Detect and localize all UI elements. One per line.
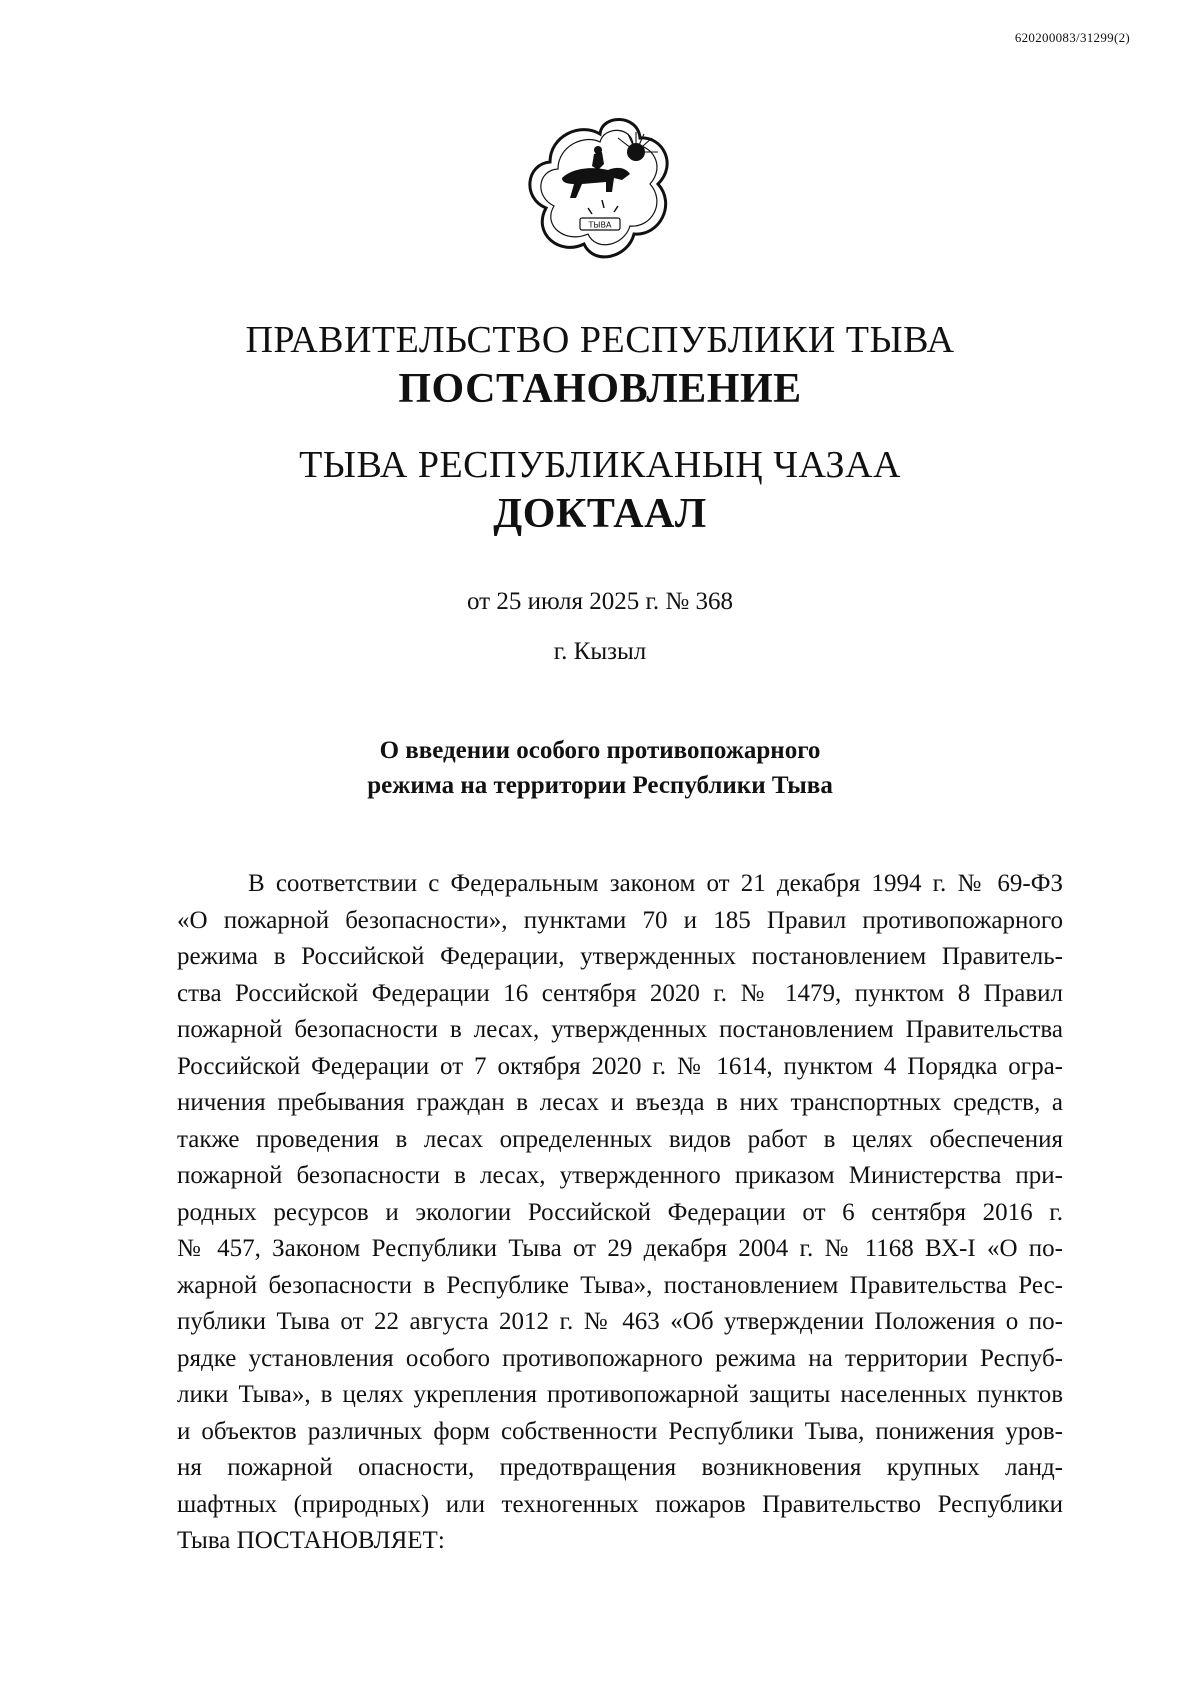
body-line: родных ресурсов и экологии Российской Федерации от 6 сентября 2016 г.: [177, 1198, 1063, 1226]
government-title-tyva: ТЫВА РЕСПУБЛИКАНЫҢ ЧАЗАА: [299, 444, 901, 486]
body-line: ня пожарной опасности, предотвращения возникновения крупных ланд-: [177, 1454, 1063, 1481]
body-line: шафтных (природных) или техногенных пожаров Правительство Республики: [177, 1490, 1063, 1518]
subject-line: режима на территории Республики Тыва: [367, 772, 833, 799]
body-line: пожарной безопасности в лесах, утвержденных постановлением Правительства: [177, 1016, 1063, 1043]
body-line: Тыва ПОСТАНОВЛЯЕТ:: [177, 1527, 445, 1554]
body-line: ничения пребывания граждан в лесах и въезда в них транспортных средств, а: [177, 1089, 1063, 1116]
tyva-coat-of-arms-icon: [518, 108, 682, 272]
subject-line: О введении особого противопожарного: [379, 737, 821, 764]
body-line: Российской Федерации от 7 октября 2020 г. № 1614, пунктом 4 Порядка огра-: [177, 1052, 1063, 1080]
decree-city: г. Кызыл: [553, 638, 647, 665]
body-line: В соответствии с Федеральным законом от 21 декабря 1994 г. № 69-ФЗ: [248, 870, 1063, 897]
body-line: режима в Российской Федерации, утвержденных постановлением Правитель-: [177, 943, 1063, 970]
decree-title: ПОСТАНОВЛЕНИЕ: [398, 366, 802, 412]
body-line: и объектов различных форм собственности Республики Тыва, понижения уров-: [177, 1417, 1063, 1445]
body-line: рядке установления особого противопожарного режима на территории Респуб-: [177, 1344, 1063, 1372]
body-line: публики Тыва от 22 августа 2012 г. № 463 «Об утверждении Положения о по-: [177, 1308, 1063, 1335]
emblem-text: ТЫВА: [588, 220, 612, 230]
decree-date-number: от 25 июля 2025 г. № 368: [466, 588, 734, 615]
decree-subject: [0, 733, 1200, 803]
decree-title-tyva: ДОКТААЛ: [493, 491, 707, 537]
body-line: № 457, Законом Республики Тыва от 29 декабря 2004 г. № 1168 ВХ-I «О по-: [177, 1235, 1063, 1262]
body-line: лики Тыва», в целях укрепления противопожарной защиты населенных пунктов: [177, 1381, 1063, 1408]
body-line: «О пожарной безопасности», пунктами 70 и 185 Правил противопожарного: [177, 906, 1063, 934]
decree-body: [177, 866, 1063, 1560]
body-line: ства Российской Федерации 16 сентября 2020 г. № 1479, пунктом 8 Правил: [177, 979, 1063, 1007]
document-id: 620200083/31299(2): [1014, 30, 1130, 45]
body-line: также проведения в лесах определенных видов работ в целях обеспечения: [177, 1125, 1063, 1153]
body-line: жарной безопасности в Республике Тыва», постановлением Правительства Рес-: [177, 1271, 1063, 1299]
body-line: пожарной безопасности в лесах, утвержденного приказом Министерства при-: [177, 1162, 1063, 1189]
government-title: ПРАВИТЕЛЬСТВО РЕСПУБЛИКИ ТЫВА: [245, 319, 955, 361]
